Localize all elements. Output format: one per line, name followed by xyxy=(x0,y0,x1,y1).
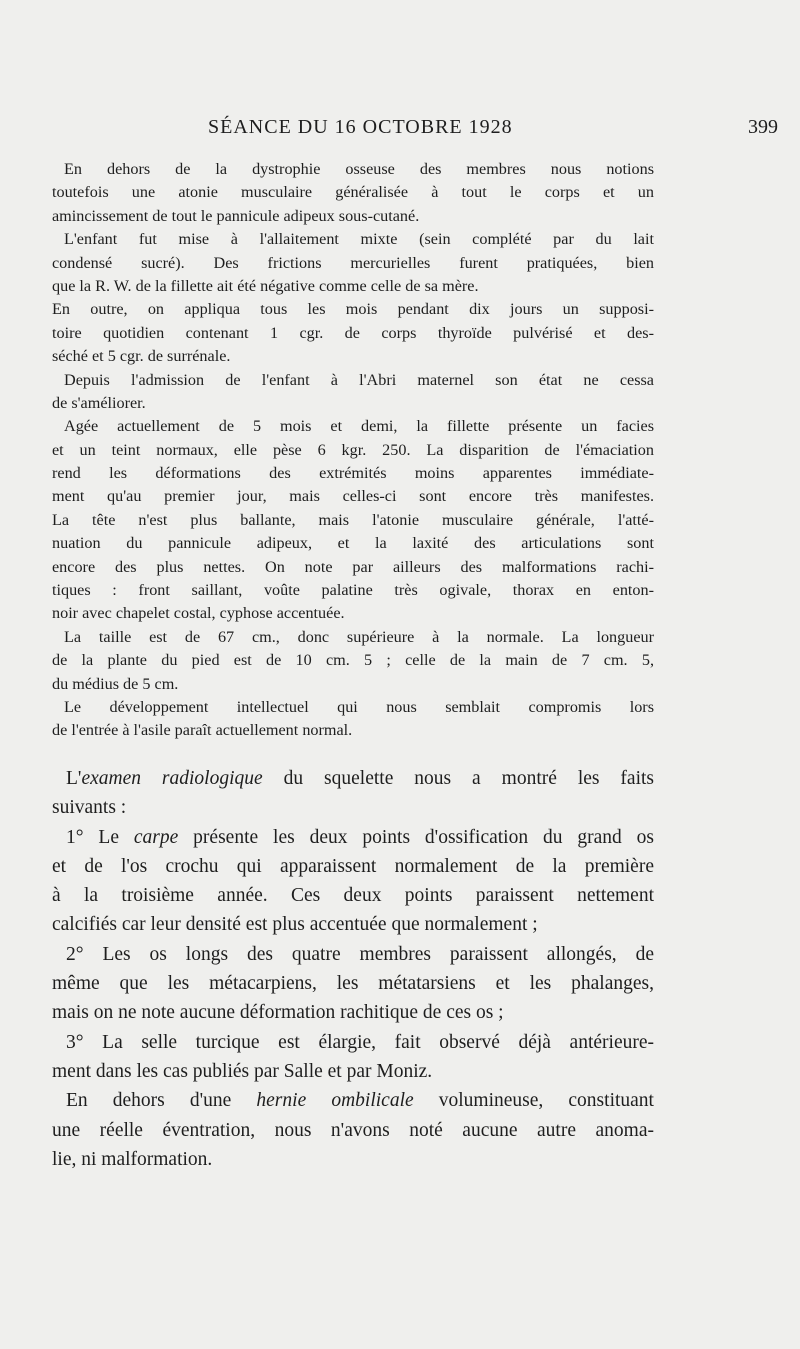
text-line: Depuis l'admission de l'enfant à l'Abri maternel son état ne cessa xyxy=(64,370,654,389)
text-line: toutefois une atonie musculaire généralisée à tout le corps et un xyxy=(52,183,654,202)
text-line: 3° La selle turcique est élargie, fait observé déjà antérieure- xyxy=(66,1031,654,1053)
text-line: tiques : front saillant, voûte palatine très ogivale, thorax en enton- xyxy=(52,581,654,600)
body-text-small xyxy=(52,158,654,743)
text-line: toire quotidien contenant 1 cgr. de corps thyroïde pulvérisé et des- xyxy=(52,323,654,342)
text-line: du médius de 5 cm. xyxy=(52,674,179,693)
text-line: mais on ne note aucune déformation rachitique de ces os ; xyxy=(52,1002,504,1024)
text-line: et un teint normaux, elle pèse 6 kgr. 250. La disparition de l'émaciation xyxy=(52,440,654,459)
text-line: La taille est de 67 cm., donc supérieure à la normale. La longueur xyxy=(64,627,654,646)
text-line: calcifiés car leur densité est plus accentuée que normalement ; xyxy=(52,914,538,936)
text-line: amincissement de tout le pannicule adipeux sous-cutané. xyxy=(52,206,420,225)
text-line: lie, ni malformation. xyxy=(52,1148,213,1170)
text-line: même que les métacarpiens, les métatarsiens et les phalanges, xyxy=(52,973,654,995)
text-line: séché et 5 cgr. de surrénale. xyxy=(52,347,231,366)
text-line xyxy=(52,1086,654,1115)
body-text-large xyxy=(52,764,654,1174)
text-line: En dehors de la dystrophie osseuse des membres nous notions xyxy=(64,160,654,178)
text-line: L'enfant fut mise à l'allaitement mixte (sein complété par du lait xyxy=(64,230,654,249)
text-line: 2° Les os longs des quatre membres paraissent allongés, de xyxy=(66,943,654,965)
running-title: SÉANCE DU 16 OCTOBRE 1928 xyxy=(208,116,513,138)
text-line: rend les déformations des extrémités moins apparentes immédiate- xyxy=(52,464,654,483)
text-fragment: 1° Le xyxy=(66,826,134,848)
text-line: et de l'os crochu qui apparaissent normalement de la première xyxy=(52,855,654,877)
text-fragment: L' xyxy=(66,768,82,789)
text-line: de s'améliorer. xyxy=(52,393,146,412)
text-line: encore des plus nettes. On note par ailleurs des malformations rachi- xyxy=(52,557,654,576)
text-line: Le développement intellectuel qui nous semblait compromis lors xyxy=(64,697,654,716)
text-line: nuation du pannicule adipeux, et la laxité des articulations sont xyxy=(52,534,654,553)
text-line xyxy=(52,764,654,793)
text-line: de l'entrée à l'asile paraît actuellement normal. xyxy=(52,721,353,740)
text-line xyxy=(52,823,654,852)
text-line: que la R. W. de la fillette ait été négative comme celle de sa mère. xyxy=(52,276,479,295)
italic-term: carpe xyxy=(133,826,179,848)
italic-term: examen radiologique xyxy=(81,768,263,789)
text-fragment: volumineuse, constituant xyxy=(413,1090,654,1112)
text-line: condensé sucré). Des frictions mercurielles furent pratiquées, bien xyxy=(52,253,654,272)
text-line: à la troisième année. Ces deux points paraissent nettement xyxy=(52,885,654,907)
text-line: La tête n'est plus ballante, mais l'atonie musculaire générale, l'atté- xyxy=(52,510,654,529)
text-line: suivants : xyxy=(52,797,127,819)
italic-term: hernie ombilicale xyxy=(256,1090,414,1112)
text-line: ment dans les cas publiés par Salle et par Moniz. xyxy=(52,1060,433,1082)
page-number: 399 xyxy=(748,116,778,138)
text-line: En outre, on appliqua tous les mois pendant dix jours un supposi- xyxy=(52,300,654,319)
text-fragment: En dehors d'une xyxy=(66,1090,257,1112)
text-fragment: du squelette nous a montré les faits xyxy=(262,768,654,789)
text-line: une réelle éventration, nous n'avons noté aucune autre anoma- xyxy=(52,1119,654,1141)
text-line: ment qu'au premier jour, mais celles-ci sont encore très manifestes. xyxy=(52,487,654,506)
text-line: noir avec chapelet costal, cyphose accentuée. xyxy=(52,604,345,623)
text-line: Agée actuellement de 5 mois et demi, la fillette présente un facies xyxy=(64,417,654,436)
running-head xyxy=(0,116,800,146)
text-fragment: présente les deux points d'ossification du grand os xyxy=(178,826,654,848)
text-line: de la plante du pied est de 10 cm. 5 ; celle de la main de 7 cm. 5, xyxy=(52,651,654,670)
